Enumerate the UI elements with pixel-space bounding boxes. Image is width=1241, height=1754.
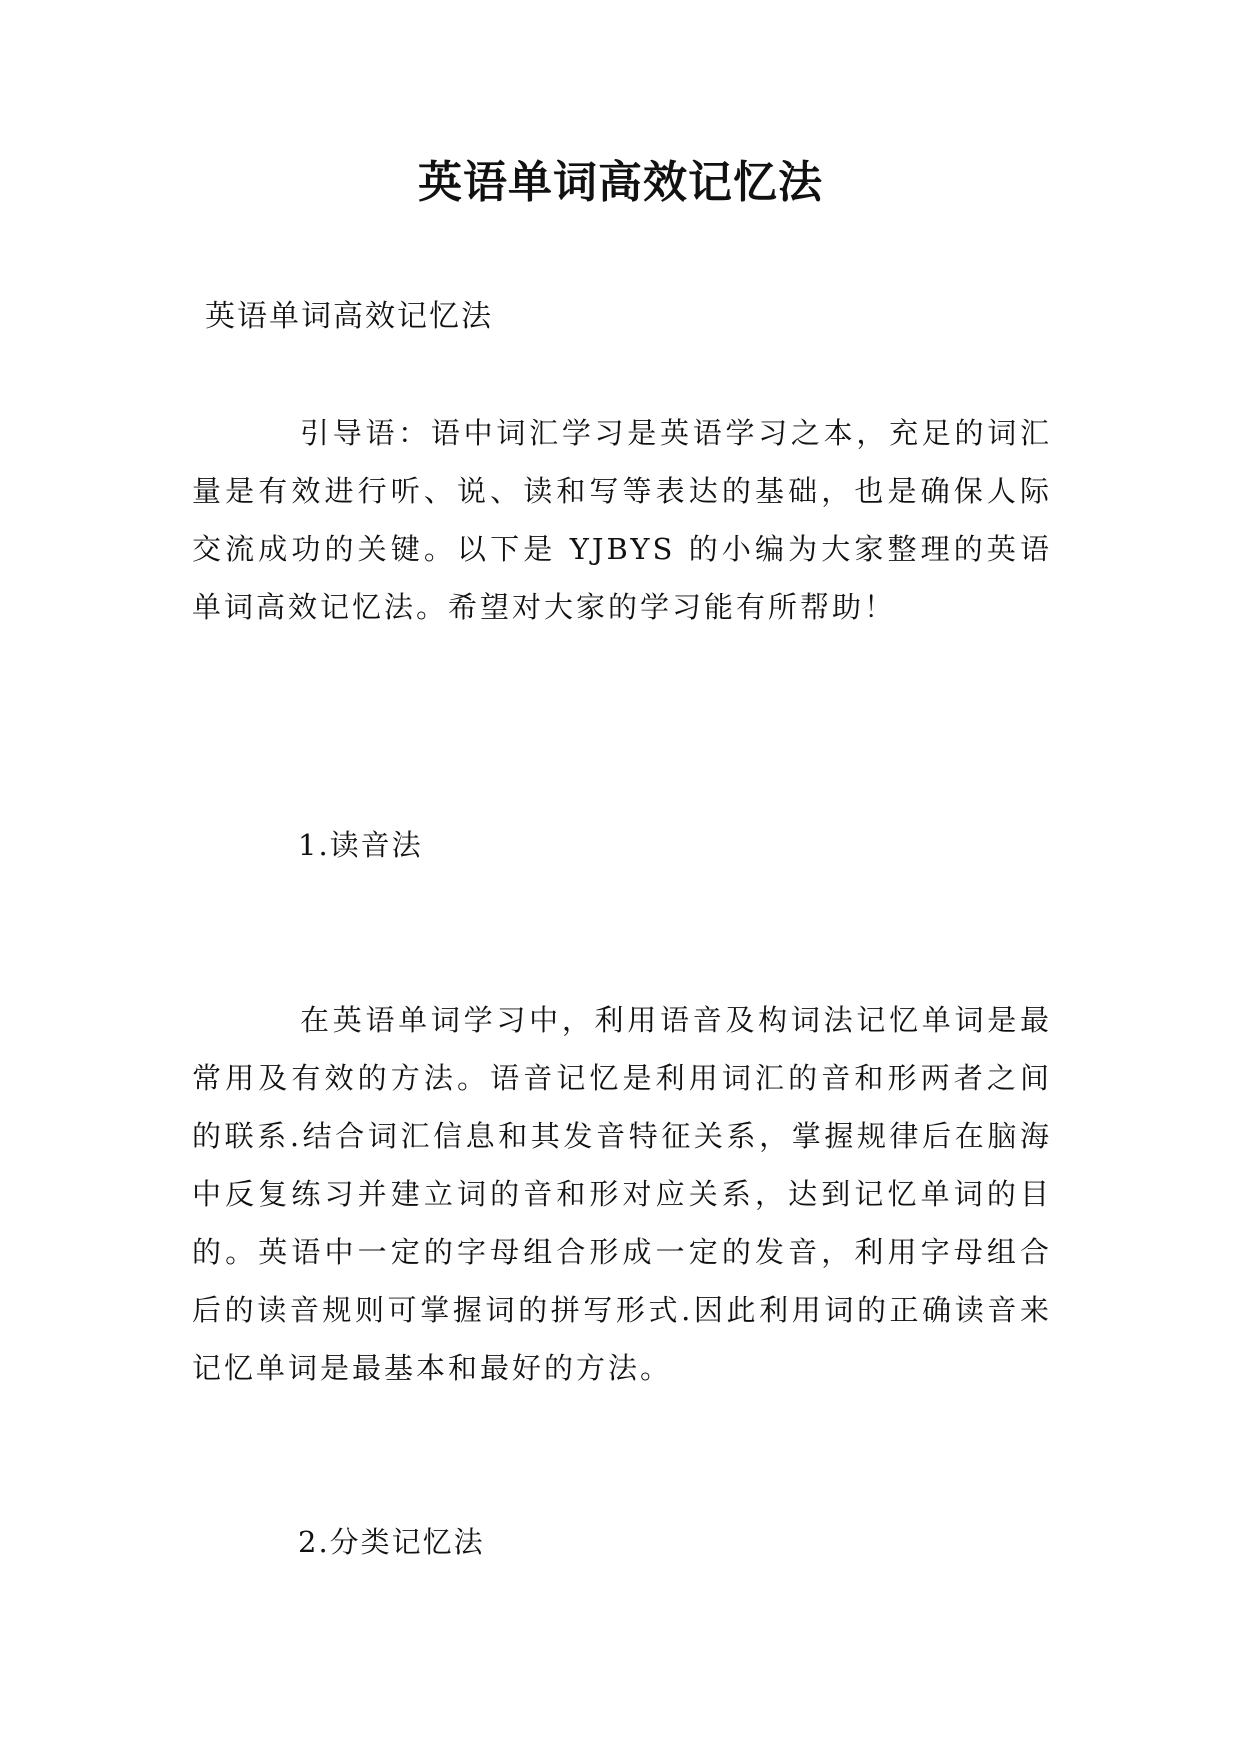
intro-paragraph: 引导语：语中词汇学习是英语学习之本，充足的词汇量是有效进行听、说、读和写等表达的基础，也是确保人际交流成功的关键。以下是 YJBYS 的小编为大家整理的英语单词高效记忆法。希望对大家的学习能有所帮助！ [192, 416, 1052, 624]
section-heading-classification: 2.分类记忆法 [298, 1525, 485, 1559]
document-title: 英语单词高效记忆法 [418, 157, 823, 208]
document-subtitle: 英语单词高效记忆法 [205, 299, 493, 334]
section-body-reading: 在英语单词学习中，利用语音及构词法记忆单词是最常用及有效的方法。语音记忆是利用词汇的音和形两者之间的联系.结合词汇信息和其发音特征关系，掌握规律后在脑海中反复练习并建立词的音和形对应关系，达到记忆单词的目的。英语中一定的字母组合形成一定的发音，利用字母组合后的读音规则可掌握词的拼写形式.因此利用词的正确读音来记忆单词是最基本和最好的方法。 [192, 1003, 1052, 1385]
section-heading-reading: 1.读音法 [298, 828, 423, 862]
